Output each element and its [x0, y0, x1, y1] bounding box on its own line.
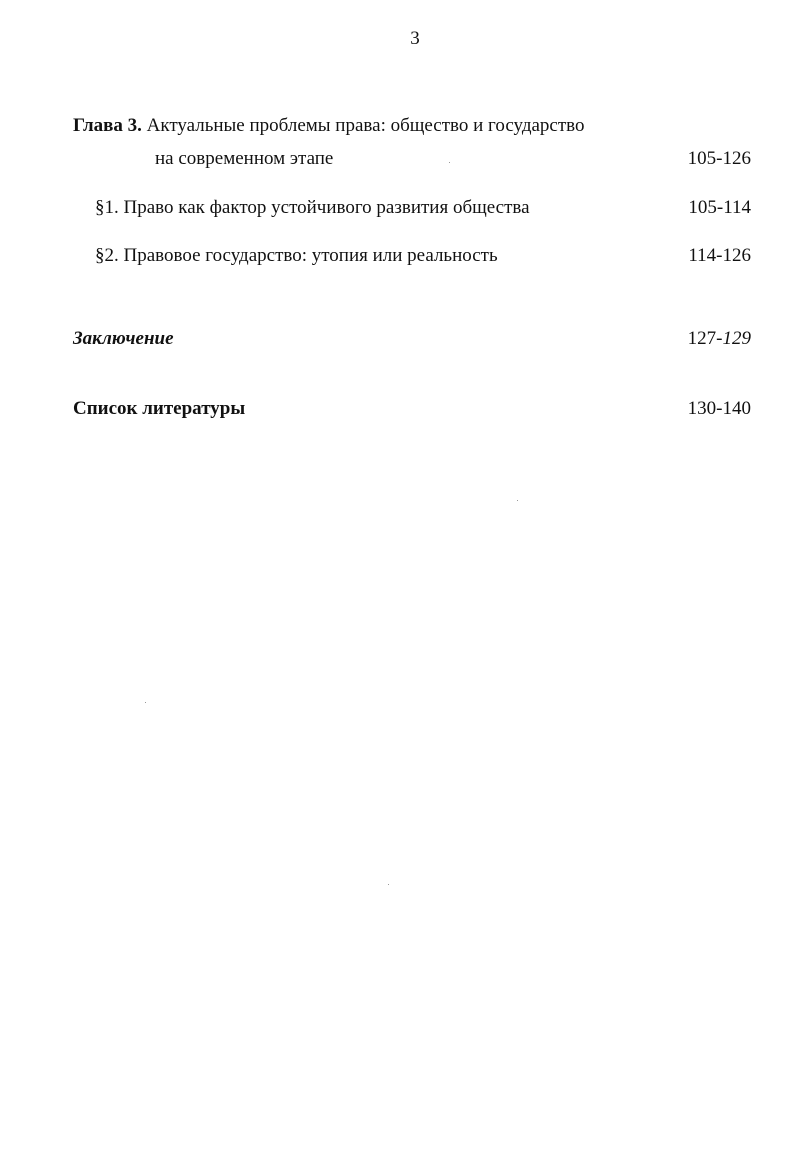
toc-section1-pages: 105-114: [688, 197, 751, 218]
toc-section1: [95, 196, 530, 220]
toc-chapter3-label: Глава 3.: [73, 115, 142, 136]
toc-chapter3-line1: [73, 114, 585, 138]
toc-chapter3-pages: 105-126: [687, 148, 751, 169]
toc-conclusion-pages: [688, 327, 751, 351]
scan-speck: [449, 162, 450, 163]
toc-conclusion-pages-start: 127: [687, 328, 717, 349]
toc-section2-title: Правовое государство: утопия или реальность: [123, 245, 498, 266]
toc-conclusion-title: Заключение: [73, 328, 174, 349]
toc-bibliography-title: Список литературы: [73, 398, 246, 419]
scan-speck: [145, 702, 146, 703]
scan-speck: [388, 884, 389, 885]
toc-section1-title: Право как фактор устойчивого развития общества: [123, 197, 530, 218]
toc-chapter3-title-line1: Актуальные проблемы права: общество и государство: [146, 115, 585, 136]
toc-chapter3-title-line2: на современном этапе: [155, 148, 334, 169]
toc-section2: [95, 244, 498, 268]
toc-bibliography-pages: 130-140: [687, 398, 751, 419]
toc-section1-label: §1.: [95, 197, 119, 218]
page-number: 3: [410, 28, 420, 49]
toc-section2-pages: 114-126: [688, 245, 751, 266]
toc-section2-label: §2.: [95, 245, 119, 266]
toc-conclusion-pages-end: -129: [716, 328, 751, 349]
scan-speck: [517, 500, 518, 501]
